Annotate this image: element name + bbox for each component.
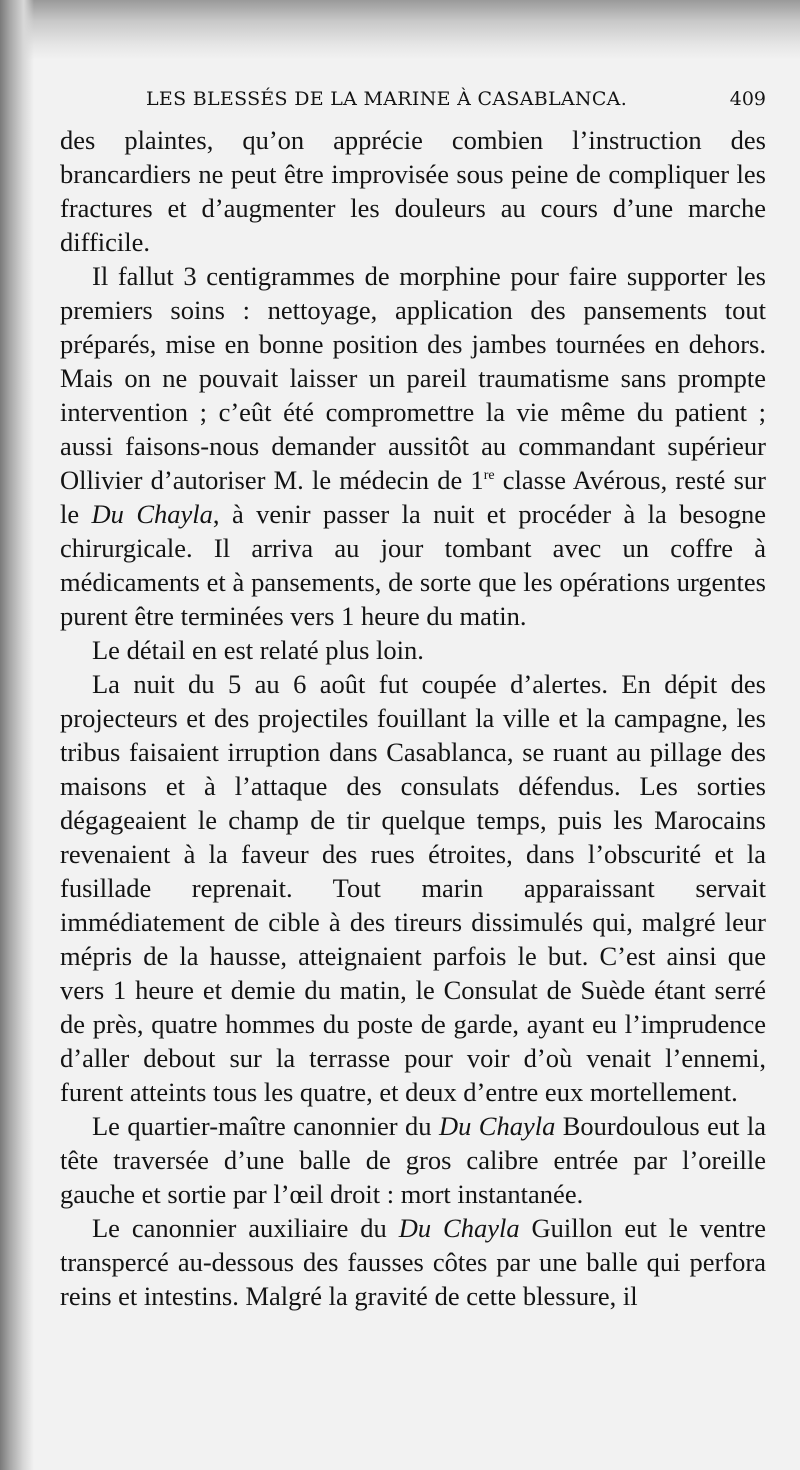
paragraph-text: Bourdoulous eut la tête traversée d’une balle de gros calibre entrée par l’oreille gauche et sortie par l’œil droit : mort instantanée. bbox=[60, 1111, 766, 1209]
scan-shadow-top bbox=[0, 0, 800, 60]
ship-name: Du Chayla bbox=[91, 499, 213, 529]
paragraph-text: Le quartier-maître canonnier du bbox=[92, 1111, 439, 1141]
paragraph-text: Il fallut 3 centigrammes de morphine pour faire supporter les premiers soins : nettoyage, application des pansements tout préparés, mise en bonne position des jambes tournées en dehors. Mais on ne pouvait laisser un pareil traumatisme sans prompte intervention ; c’eût été compromettre la vie même du patient ; aussi faisons-nous demander aussitôt au commandant supérieur Ollivier d’autoriser M. le médecin de 1 bbox=[60, 261, 766, 495]
paragraph-text: , à venir passer la nuit et procéder à la besogne chirurgicale. Il arriva au jour tombant avec un coffre à médicaments et à pansements, de sorte que les opérations urgentes purent être terminées vers 1 heure du matin. bbox=[60, 499, 767, 631]
ship-name: Du Chayla bbox=[398, 1213, 520, 1243]
paragraph-text: classe Avérous, resté sur le bbox=[60, 465, 767, 529]
paragraph bbox=[60, 1211, 766, 1313]
paragraph-text: Le détail en est relaté plus loin. bbox=[92, 635, 424, 665]
scan-shadow-left bbox=[0, 0, 34, 1470]
body-text bbox=[60, 123, 766, 1313]
paragraph bbox=[60, 259, 766, 633]
page-number: 409 bbox=[729, 88, 766, 110]
paragraph bbox=[60, 1109, 766, 1211]
paragraph bbox=[60, 123, 766, 259]
paragraph-text: Le canonnier auxiliaire du bbox=[92, 1213, 399, 1243]
paragraph bbox=[60, 633, 766, 667]
paragraph-text: Guillon eut le ventre transpercé au-dessous des fausses côtes par une balle qui perfora reins et intestins. Malgré la gravité de cette blessure, il bbox=[60, 1213, 767, 1311]
ship-name: Du Chayla bbox=[438, 1111, 556, 1141]
paragraph-text: La nuit du 5 au 6 août fut coupée d’alertes. En dépit des projecteurs et des projectiles fouillant la ville et la campagne, les tribus faisaient irruption dans Casablanca, se ruant au pillage des maisons et à l’attaque des consulats défendus. Les sorties dégageaient le champ de tir quelque temps, puis les Marocains revenaient à la faveur des rues étroites, dans l’obscurité et la fusillade reprenait. Tout marin apparaissant servait immédiatement de cible à des tireurs dissimulés qui, malgré leur mépris de la hausse, atteignaient parfois le but. C’est ainsi que vers 1 heure et demie du matin, le Consulat de Suède étant serré de près, quatre hommes du poste de garde, ayant eu l’imprudence d’aller debout sur la terrasse pour voir d’où venait l’ennemi, furent atteints tous les quatre, et deux d’entre eux mortellement. bbox=[60, 669, 766, 1107]
ordinal-superscript: re bbox=[483, 468, 495, 484]
paragraph bbox=[60, 667, 766, 1109]
paragraph-text: des plaintes, qu’on apprécie combien l’instruction des brancardiers ne peut être improvisée sous peine de compliquer les fractures et d’augmenter les douleurs au cours d’une marche difficile. bbox=[60, 125, 766, 257]
page-header bbox=[146, 88, 766, 118]
running-head: LES BLESSÉS DE LA MARINE À CASABLANCA. bbox=[146, 88, 628, 110]
